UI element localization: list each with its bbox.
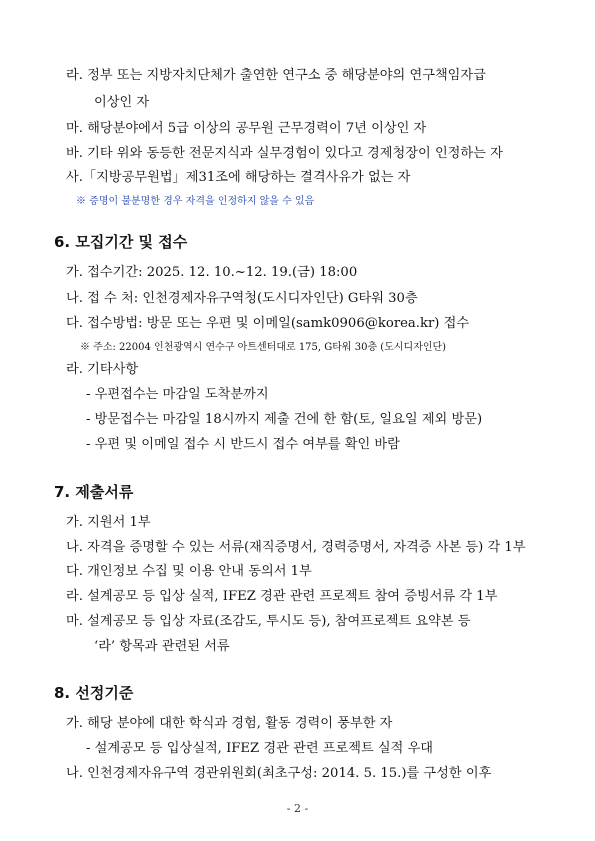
s6-item-ra: 라. 기타사항 xyxy=(66,362,139,377)
s7-item-na: 나. 자격을 증명할 수 있는 서류(재직증명서, 경력증명서, 자격증 사본 등) 각 1부 xyxy=(66,540,526,555)
s5-note: ※ 증명이 불분명한 경우 자격을 인정하지 않을 수 있음 xyxy=(76,196,315,207)
s7-item-ma-cont: ‘라’ 항목과 관련된 서류 xyxy=(94,639,230,654)
s6-item-na: 나. 접 수 처: 인천경제자유구역청(도시디자인단) G타워 30층 xyxy=(66,291,418,306)
s5-item-ra-cont: 이상인 자 xyxy=(94,95,150,110)
s6-sub-1: - 우편접수는 마감일 도착분까지 xyxy=(86,387,269,402)
s5-item-ra: 라. 정부 또는 지방자치단체가 출연한 연구소 중 해당분야의 연구책임자급 xyxy=(66,68,486,83)
s7-item-ma: 마. 설계공모 등 입상 자료(조감도, 투시도 등), 참여프로젝트 요약본 등 xyxy=(66,614,471,629)
s6-address-note: ※ 주소: 22004 인천광역시 연수구 아트센터대로 175, G타워 30층 (도시디자인단) xyxy=(80,342,447,353)
section-7-heading: 7. 제출서류 xyxy=(54,483,134,501)
s8-item-na: 나. 인천경제자유구역 경관위원회(최초구성: 2014. 5. 15.)를 구성한 이후 xyxy=(66,766,492,781)
s5-item-sa: 사.「지방공무원법」제31조에 해당하는 결격사유가 없는 자 xyxy=(66,170,411,185)
s6-sub-3: - 우편 및 이메일 접수 시 반드시 접수 여부를 확인 바람 xyxy=(86,437,400,452)
section-6-heading: 6. 모집기간 및 접수 xyxy=(54,233,188,251)
page-number: - 2 - xyxy=(286,802,309,815)
s6-item-ga: 가. 접수기간: 2025. 12. 10.~12. 19.(금) 18:00 xyxy=(66,265,358,280)
section-8-heading: 8. 선정기준 xyxy=(54,684,134,702)
s6-item-da: 다. 접수방법: 방문 또는 우편 및 이메일(samk0906@korea.kr) 접수 xyxy=(66,316,470,331)
s7-item-ra: 라. 설계공모 등 입상 실적, IFEZ 경관 관련 프로젝트 참여 증빙서류 각 1부 xyxy=(66,589,498,604)
s5-item-ba: 바. 기타 위와 동등한 전문지식과 실무경험이 있다고 경제청장이 인정하는 자 xyxy=(66,146,503,161)
s8-sub-1: - 설계공모 등 입상실적, IFEZ 경관 관련 프로젝트 실적 우대 xyxy=(86,741,434,756)
s6-sub-2: - 방문접수는 마감일 18시까지 제출 건에 한 함(토, 일요일 제외 방문) xyxy=(86,412,483,427)
s8-item-ga: 가. 해당 분야에 대한 학식과 경험, 활동 경력이 풍부한 자 xyxy=(66,716,393,731)
s7-item-da: 다. 개인정보 수집 및 이용 안내 동의서 1부 xyxy=(66,564,312,579)
s5-item-ma: 마. 해당분야에서 5급 이상의 공무원 근무경력이 7년 이상인 자 xyxy=(66,121,427,136)
s7-item-ga: 가. 지원서 1부 xyxy=(66,515,151,530)
